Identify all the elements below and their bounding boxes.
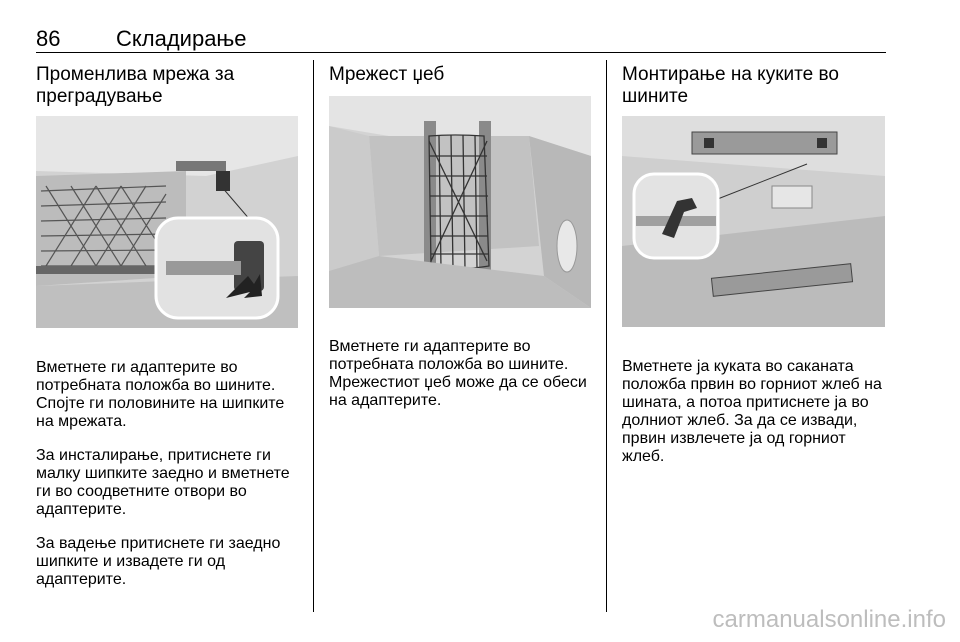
header-rule	[36, 52, 886, 53]
trunk-net-adapter-illustration	[36, 116, 298, 328]
paragraph: Вметнете ги адаптерите во потребната положба во шините. Мрежестиот џеб може да се обеси на адаптерите.	[329, 338, 587, 409]
column-divider	[313, 60, 314, 612]
paragraph: За вадење притиснете ги заедно шипките и извадете ги од адаптерите.	[36, 535, 281, 588]
column-variable-net	[36, 64, 301, 108]
paragraph: За инсталирање, притиснете ги малку шипките заедно и вметнете ги во соодветните отвори во адаптерите.	[36, 447, 290, 518]
trunk-net-pocket-illustration	[329, 96, 591, 308]
column-rail-hooks	[622, 64, 887, 108]
column-heading: Монтирање на куките во шините	[622, 64, 839, 107]
column-divider	[606, 60, 607, 612]
column-heading: Променлива мрежа за преградување	[36, 64, 235, 107]
rail-hook-illustration	[622, 116, 885, 327]
column-text	[622, 342, 890, 482]
column-text	[36, 343, 301, 605]
paragraph: Вметнете ја куката во саканата положба првин во горниот жлеб на шината, а потоа притиснете ја во долниот жлеб. За да се извади, првин извлечете ја од горниот жлеб.	[622, 358, 882, 465]
column-text	[329, 322, 599, 426]
paragraph: Вметнете ги адаптерите во потребната положба во шините. Спојте ги половините на шипките на мрежата.	[36, 359, 285, 430]
page-header	[36, 26, 886, 52]
column-net-pocket	[329, 64, 594, 86]
column-heading: Мрежест џеб	[329, 64, 445, 85]
page-number: 86	[36, 26, 61, 51]
watermark: carmanualsonline.info	[712, 606, 946, 633]
section-title: Складирање	[116, 26, 247, 51]
